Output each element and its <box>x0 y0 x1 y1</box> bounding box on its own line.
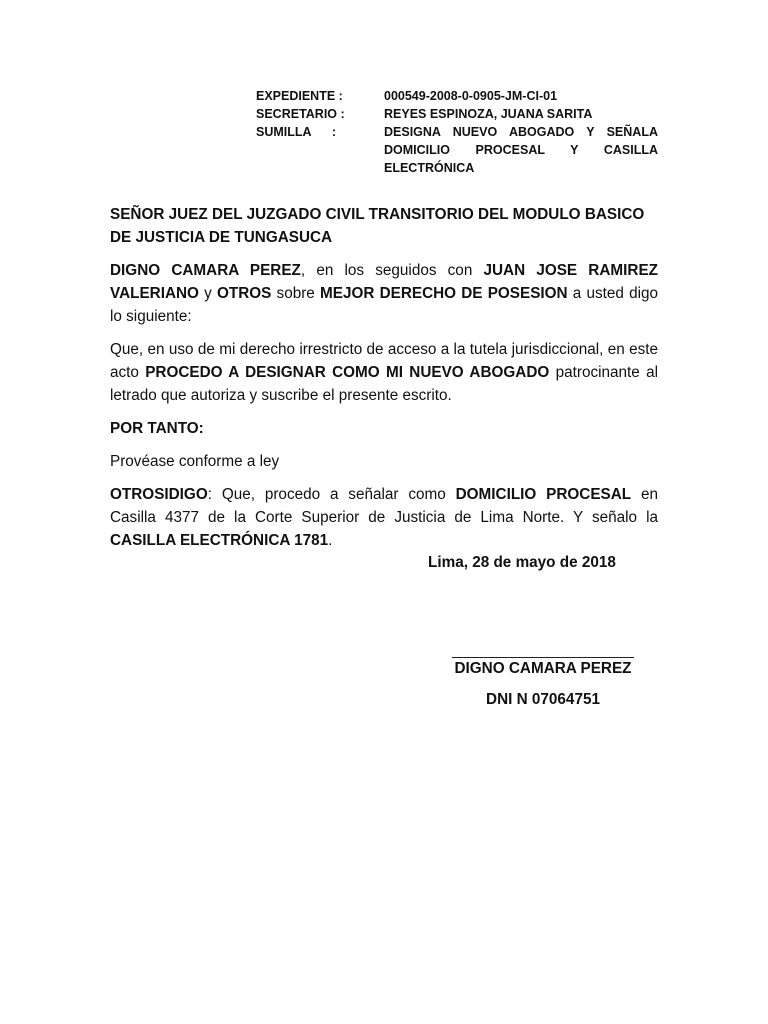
petition-action: PROCEDO A DESIGNAR COMO MI NUEVO ABOGADO <box>145 364 550 381</box>
otrosi-paragraph <box>110 483 658 552</box>
signature-line <box>452 657 634 658</box>
secretario-value: REYES ESPINOZA, JUANA SARITA <box>384 107 593 121</box>
otrosi-text-1: : Que, procedo a señalar como <box>207 486 456 503</box>
counterparty-name: JUAN JOSE RAMIREZ VALERIANO <box>110 262 658 302</box>
matter-label: MEJOR DERECHO DE POSESION <box>320 285 568 302</box>
otrosi-text-2: en Casilla 4377 de la Corte Superior de Justicia de Lima Norte. Y señalo la <box>110 486 658 526</box>
case-header <box>256 87 658 177</box>
casilla-label: CASILLA ELECTRÓNICA 1781 <box>110 532 329 549</box>
intro-paragraph <box>110 259 658 328</box>
signer-name: DIGNO CAMARA PEREZ <box>454 660 632 677</box>
por-tanto <box>110 417 658 440</box>
proveer-text: Provéase conforme a ley <box>110 453 280 470</box>
expediente-row <box>256 87 658 105</box>
petition-text-2: patrocinante al letrado que autoriza y suscribe el presente escrito. <box>110 364 658 404</box>
party-name: DIGNO CAMARA PEREZ <box>110 262 301 279</box>
petition-text-1: Que, en uso de mi derecho irrestricto de acceso a la tutela jurisdiccional, en este acto <box>110 341 658 381</box>
others-label: OTROS <box>216 285 272 302</box>
por-tanto-text: POR TANTO: <box>110 420 204 437</box>
intro-text-3: sobre <box>271 285 320 302</box>
otrosi-label: OTROSIDIGO <box>110 486 208 503</box>
domicilio-label: DOMICILIO PROCESAL <box>455 486 632 503</box>
date-line: Lima, 28 de mayo de 2018 <box>428 554 616 571</box>
expediente-label: EXPEDIENTE : <box>256 89 343 103</box>
sumilla-value: DESIGNA NUEVO ABOGADO Y SEÑALA DOMICILIO PROCESAL Y CASILLA ELECTRÓNICA <box>384 125 658 175</box>
secretario-label: SECRETARIO : <box>256 107 345 121</box>
proveer-paragraph <box>110 450 658 473</box>
sumilla-row <box>256 123 658 177</box>
intro-text-2: y <box>198 285 217 302</box>
document-body <box>110 203 658 562</box>
intro-text-4: a usted digo lo siguiente: <box>110 285 658 325</box>
addressee-text: SEÑOR JUEZ DEL JUZGADO CIVIL TRANSITORIO DEL MODULO BASICO DE JUSTICIA DE TUNGASUCA <box>110 206 645 246</box>
intro-text-1: , en los seguidos con <box>300 262 484 279</box>
petition-paragraph <box>110 338 658 407</box>
addressee <box>110 203 658 249</box>
signer-dni: DNI N 07064751 <box>486 691 600 708</box>
otrosi-text-3: . <box>328 532 333 549</box>
expediente-value: 000549-2008-0-0905-JM-CI-01 <box>384 89 558 103</box>
sumilla-label: SUMILLA : <box>256 125 337 139</box>
secretario-row <box>256 105 658 123</box>
